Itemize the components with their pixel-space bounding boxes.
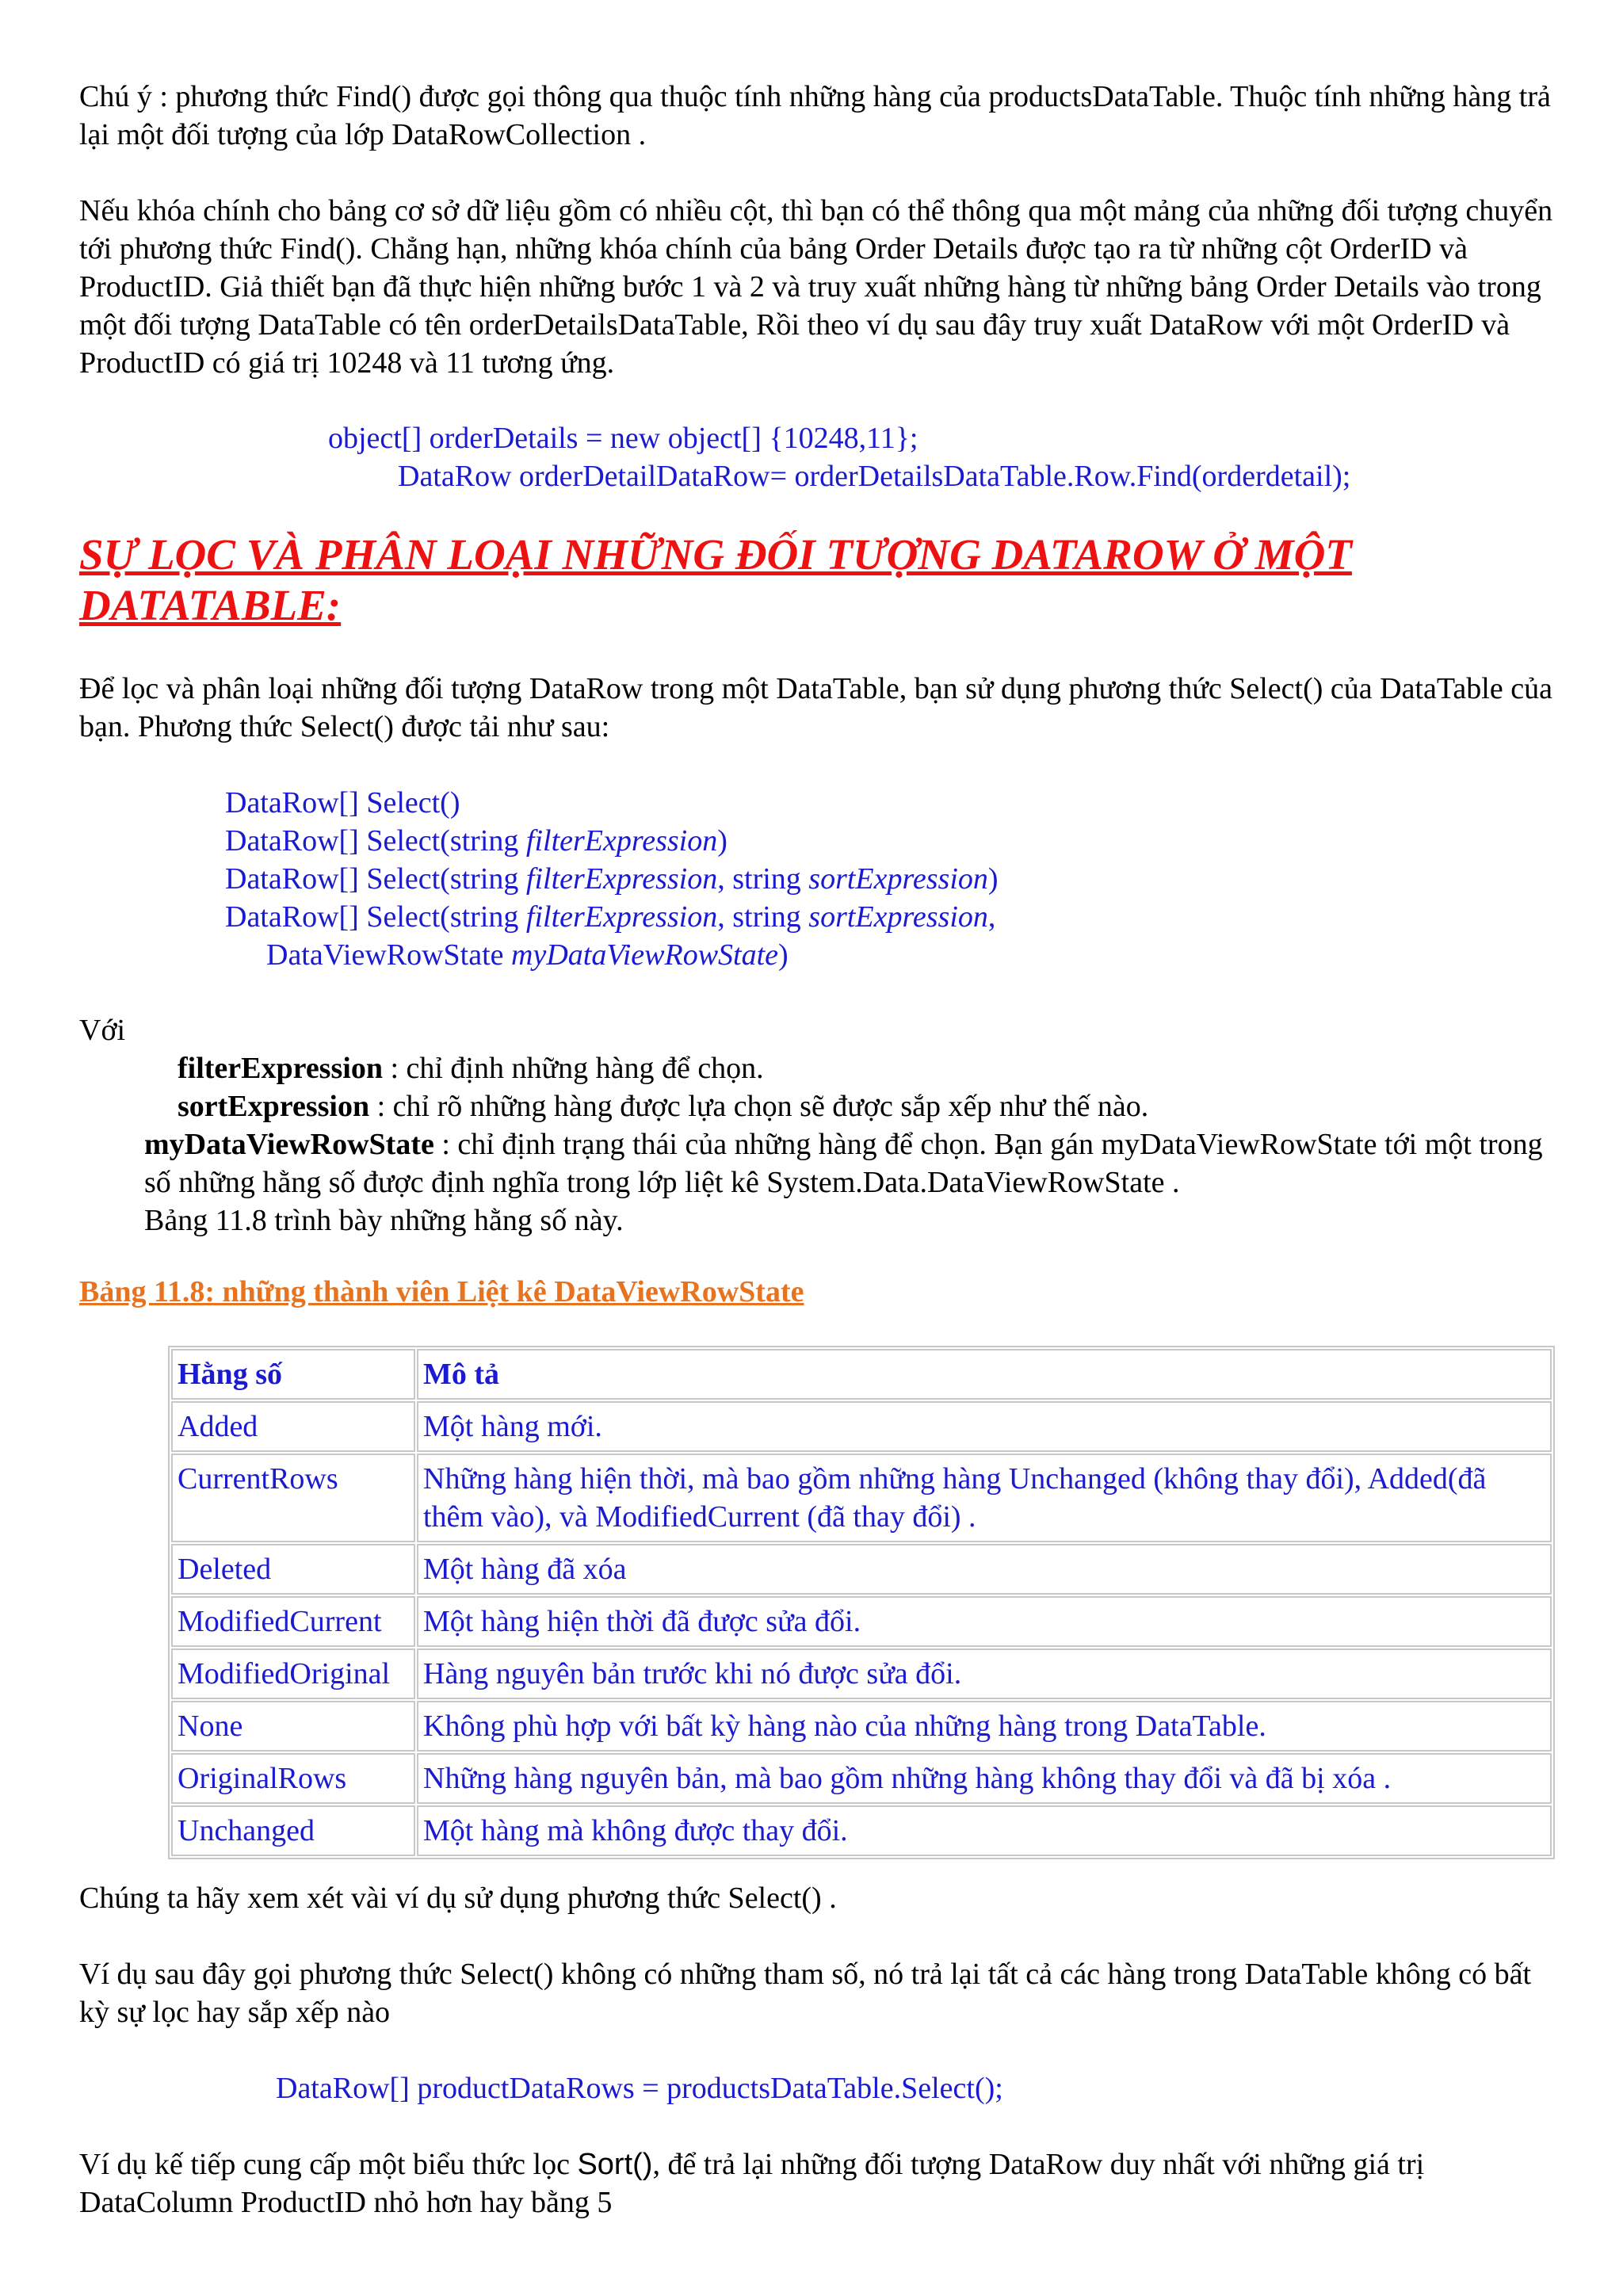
- description-cell: Những hàng hiện thời, mà bao gồm những hàng Unchanged (không thay đổi), Added(đã thêm vào), và ModifiedCurrent (đã thay đổi) .: [417, 1454, 1552, 1542]
- description-cell: Không phù hợp với bất kỳ hàng nào của những hàng trong DataTable.: [417, 1701, 1552, 1752]
- description-cell: Hàng nguyên bản trước khi nó được sửa đổi.: [417, 1648, 1552, 1699]
- constant-cell: CurrentRows: [171, 1454, 415, 1542]
- code-line: DataViewRowState myDataViewRowState): [266, 938, 789, 972]
- definition-filter: filterExpression : chỉ định những hàng để chọn.: [178, 1052, 764, 1085]
- column-header: Hằng số: [171, 1349, 415, 1400]
- code-line: DataRow orderDetailDataRow= orderDetailsDataTable.Row.Find(orderdetail);: [398, 460, 1351, 493]
- code-line: object[] orderDetails = new object[] {10248,11};: [328, 422, 918, 455]
- constant-cell: None: [171, 1701, 415, 1752]
- code-line: DataRow[] Select(string filterExpression): [225, 824, 727, 858]
- select-intro-paragraph: Để lọc và phân loại những đối tượng DataRow trong một DataTable, bạn sử dụng phương thức Select() của DataTable của bạn. Phương thức Select() được tải như sau:: [79, 672, 1552, 743]
- constant-cell: Added: [171, 1401, 415, 1452]
- code-line: DataRow[] Select(string filterExpression, string sortExpression): [225, 862, 999, 896]
- description-cell: Một hàng mà không được thay đổi.: [417, 1805, 1552, 1856]
- constant-cell: Deleted: [171, 1544, 415, 1595]
- select-no-params-paragraph: Ví dụ sau đây gọi phương thức Select() không có những tham số, nó trả lại tất cả các hàng trong DataTable không có bất kỳ sự lọc hay sắp xếp nào: [79, 1958, 1531, 2029]
- column-header: Mô tả: [417, 1349, 1552, 1400]
- code-line: DataRow[] Select(string filterExpression, string sortExpression,: [225, 900, 996, 934]
- table-row: [171, 1544, 1552, 1595]
- filter-example-paragraph: Ví dụ kế tiếp cung cấp một biểu thức lọc Sort(), để trả lại những đối tượng DataRow duy nhất với những giá trị DataColumn ProductID nhỏ hơn hay bằng 5: [79, 2148, 1425, 2219]
- examples-intro-paragraph: Chúng ta hãy xem xét vài ví dụ sử dụng phương thức Select() .: [79, 1881, 837, 1915]
- code-line: DataRow[] productDataRows = productsDataTable.Select();: [276, 2072, 1003, 2105]
- table-row: [171, 1596, 1552, 1647]
- table-row: [171, 1753, 1552, 1804]
- table-row: [171, 1401, 1552, 1452]
- definition-sort: sortExpression : chỉ rõ những hàng được lựa chọn sẽ được sắp xếp như thế nào.: [178, 1090, 1149, 1123]
- note-paragraph: Chú ý : phương thức Find() được gọi thông qua thuộc tính những hàng của productsDataTable. Thuộc tính những hàng trả lại một đối tượng của lớp DataRowCollection .: [79, 80, 1551, 151]
- constant-cell: ModifiedOriginal: [171, 1648, 415, 1699]
- code-line: DataRow[] Select(): [225, 786, 460, 819]
- description-cell: Một hàng hiện thời đã được sửa đổi.: [417, 1596, 1552, 1647]
- definition-state: myDataViewRowState : chỉ định trạng thái của những hàng để chọn. Bạn gán myDataViewRowState tới một trong số những hằng số được định nghĩa trong lớp liệt kê System.Data.DataViewRowState .: [144, 1128, 1543, 1199]
- description-cell: Những hàng nguyên bản, mà bao gồm những hàng không thay đổi và đã bị xóa .: [417, 1753, 1552, 1804]
- table-row: [171, 1454, 1552, 1542]
- constant-cell: ModifiedCurrent: [171, 1596, 415, 1647]
- constant-cell: OriginalRows: [171, 1753, 415, 1804]
- table-header-row: [171, 1349, 1552, 1400]
- table-caption: Bảng 11.8: những thành viên Liệt kê DataViewRowState: [79, 1275, 804, 1308]
- table-reference-paragraph: Bảng 11.8 trình bày những hằng số này.: [144, 1204, 624, 1237]
- table-row: [171, 1701, 1552, 1752]
- section-heading: SỰ LỌC VÀ PHÂN LOẠI NHỮNG ĐỐI TƯỢNG DATAROW Ở MỘT DATATABLE:: [79, 530, 1352, 629]
- with-label: Với: [79, 1014, 126, 1047]
- dataviewrowstate-table: [168, 1346, 1555, 1859]
- table-row: [171, 1648, 1552, 1699]
- table-row: [171, 1805, 1552, 1856]
- description-cell: Một hàng đã xóa: [417, 1544, 1552, 1595]
- composite-key-paragraph: Nếu khóa chính cho bảng cơ sở dữ liệu gồm có nhiều cột, thì bạn có thể thông qua một mảng của những đối tượng chuyển tới phương thức Find(). Chẳng hạn, những khóa chính của bảng Order Details được tạo ra từ những cột OrderID và ProductID. Giả thiết bạn đã thực hiện những bước 1 và 2 và truy xuất những hàng từ những bảng Order Details vào trong một đối tượng DataTable có tên orderDetailsDataTable, Rồi theo ví dụ sau đây truy xuất DataRow với một OrderID và ProductID có giá trị 10248 và 11 tương ứng.: [79, 194, 1553, 380]
- description-cell: Một hàng mới.: [417, 1401, 1552, 1452]
- constant-cell: Unchanged: [171, 1805, 415, 1856]
